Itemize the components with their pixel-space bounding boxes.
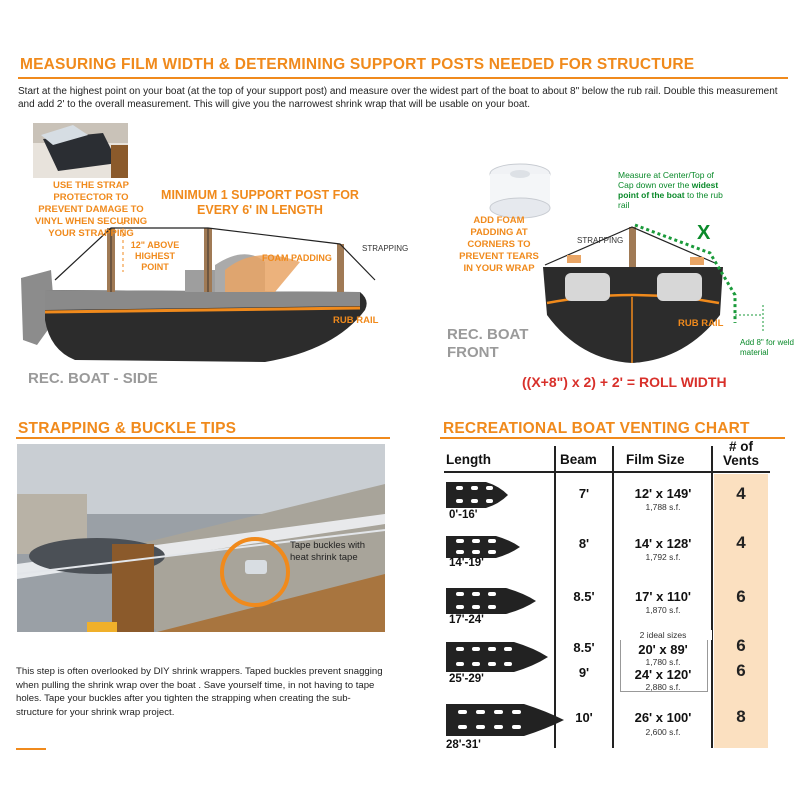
strapping-paragraph: This step is often overlooked by DIY shrink wrappers. Taped buckles prevent snagging when pulling the shrink wrap over the boat . Save yourself time, in not having to tape holes. Tape your buckles after you tighten the strapping when creating the sub-structure for your shrink wrap project. (16, 666, 383, 718)
row2-film-size: 14' x 128' (634, 536, 692, 551)
row3-beam: 8.5' (573, 589, 595, 604)
measure-instruction (618, 170, 723, 210)
front-caption-line2: FRONT (447, 344, 499, 361)
boat-icon-row4 (446, 642, 548, 672)
boat-icon-row2 (446, 536, 520, 558)
above-highest-point-label: 12" ABOVE HIGHEST POINT (130, 240, 180, 272)
row5-beam: 10' (575, 710, 593, 725)
row5-film-size: 26' x 100' (634, 710, 692, 725)
roll-width-formula: ((X+8") x 2) + 2' = ROLL WIDTH (522, 374, 727, 390)
strap-protector-note: USE THE STRAP PROTECTOR TO PREVENT DAMAGE TO VINYL WHEN SECURING YOUR STRAPPING (34, 180, 148, 239)
foam-roll-image (485, 160, 555, 220)
header-vents (716, 440, 766, 468)
row3-vents: 6 (736, 587, 746, 606)
ideal-sizes-note: 2 ideal sizes (614, 630, 712, 640)
title-underline (18, 77, 788, 79)
row1-sqft: 1,788 s.f. (645, 502, 681, 512)
strapping-underline (16, 437, 390, 439)
header-film-size: Film Size (626, 452, 685, 467)
measure-suffix: to the rub rail (618, 190, 723, 210)
paragraph-end-rule (16, 748, 46, 750)
header-rule (444, 471, 770, 473)
front-foam-note: ADD FOAM PADDING AT CORNERS TO PREVENT TEARS IN YOUR WRAP (459, 215, 539, 274)
measure-prefix: Measure at Center/Top of Cap down over the (618, 170, 714, 190)
section-title-measuring: MEASURING FILM WIDTH & DETERMINING SUPPORT POSTS NEEDED FOR STRUCTURE (20, 56, 695, 73)
rub-rail-label-side: RUB RAIL (333, 315, 379, 326)
row4-beam: 8.5' (573, 640, 595, 655)
row2-length: 14'-19' (449, 557, 484, 569)
row4-length: 25'-29' (449, 673, 484, 685)
row4-vents2: 6 (736, 661, 746, 680)
row5-length: 28'-31' (446, 739, 481, 751)
intro-text: Start at the highest point on your boat (at the top of your support post) and measure over the widest part of the boat to about 8" below the rub rail. Double this measurement and add 2' to the overall measurement. This will give you the narrowest shrink wrap that will be usable on your boat. (18, 86, 778, 110)
row1-length: 0'-16' (449, 509, 478, 521)
row5-vents: 8 (736, 707, 746, 726)
boat-size-icons (444, 480, 554, 780)
header-vents-line2: Vents (722, 453, 760, 468)
strap-protector-photo (33, 123, 128, 178)
strapping-label-side: STRAPPING (362, 244, 409, 253)
side-caption: REC. BOAT - SIDE (28, 370, 158, 387)
section-title-venting: RECREATIONAL BOAT VENTING CHART (443, 420, 750, 437)
row1-beam: 7' (578, 486, 590, 501)
row1-vents: 4 (736, 484, 746, 503)
strapping-photo (17, 444, 385, 632)
boat-icon-row1 (446, 482, 508, 508)
row4-film-size: 20' x 89' (638, 642, 688, 657)
add-8-note: Add 8" for weld material (740, 338, 794, 357)
rub-rail-label-front: RUB RAIL (678, 318, 724, 329)
header-beam: Beam (560, 452, 597, 467)
section-title-strapping: STRAPPING & BUCKLE TIPS (18, 420, 237, 437)
row2-sqft: 1,792 s.f. (645, 552, 681, 562)
row5-sqft: 2,600 s.f. (645, 727, 681, 737)
foam-padding-label: FOAM PADDING (262, 253, 332, 263)
front-caption-line1: REC. BOAT (447, 326, 529, 343)
measure-bold: widest point of the boat (618, 180, 719, 200)
row4-vents: 6 (736, 636, 746, 655)
min-support-post-note: MINIMUM 1 SUPPORT POST FOR EVERY 6' IN LENGTH (161, 188, 359, 217)
boat-icon-row5 (446, 704, 564, 736)
row2-beam: 8' (578, 536, 590, 551)
strapping-label-front: STRAPPING (577, 236, 624, 245)
row3-length: 17'-24' (449, 614, 484, 626)
header-length: Length (446, 452, 491, 467)
header-vents-line1: # of (728, 439, 753, 454)
row1-film-size: 12' x 149' (634, 486, 692, 501)
row2-vents: 4 (736, 533, 746, 552)
row4-sqft: 1,780 s.f. (645, 657, 681, 667)
boat-icon-row3 (446, 588, 536, 614)
row4-film-size2: 24' x 120' (634, 667, 692, 682)
row4-sqft2: 2,880 s.f. (645, 682, 681, 692)
row4-beam2: 9' (578, 665, 590, 680)
row3-film-size: 17' x 110' (634, 589, 692, 604)
x-mark: X (697, 222, 711, 244)
tape-buckles-note: Tape buckles with heat shrink tape (290, 540, 365, 563)
row3-sqft: 1,870 s.f. (645, 605, 681, 615)
